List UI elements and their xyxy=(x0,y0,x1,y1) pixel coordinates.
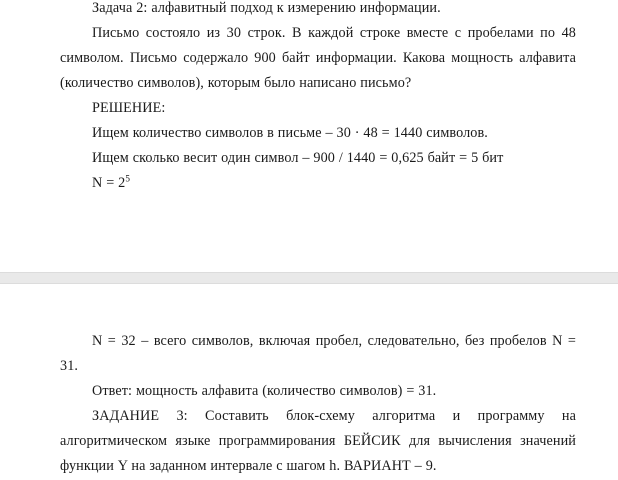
paragraph-solution-step-2: Ищем сколько весит один символ – 900 / 1440 = 0,625 байт = 5 бит xyxy=(92,150,504,166)
document-page-2 xyxy=(0,284,618,480)
paragraph-solution-conclusion: N = 32 – всего символов, включая пробел, следовательно, без пробелов N = 31. xyxy=(60,333,576,374)
page-1-text-column xyxy=(60,0,576,196)
paragraph-task-2-statement: Письмо состояло из 30 строк. В каждой строке вместе с пробелами по 48 символом. Письмо содержало 900 байт информации. Какова мощность алфавита (количество символов), которым было написано письмо? xyxy=(60,25,576,91)
paragraph-formula-n xyxy=(60,171,576,196)
page-separator-gap xyxy=(0,272,618,284)
paragraph-answer-line: Ответ: мощность алфавита (количество символов) = 31. xyxy=(92,383,437,399)
page-2-text-column xyxy=(60,329,576,479)
paragraph-solution-step-1: Ищем количество символов в письме – 30 · 48 = 1440 символов. xyxy=(92,125,488,141)
formula-exponent: 5 xyxy=(125,173,131,184)
paragraph-task-3-statement: ЗАДАНИЕ 3: Составить блок-схему алгоритма и программу на алгоритмическом языке программирования БЕЙСИК для вычисления значений функции Y на заданном интервале с шагом h. ВАРИАНТ – 9. xyxy=(60,408,576,474)
paragraph-solution-label: РЕШЕНИЕ: xyxy=(92,100,166,116)
formula-base: N = 2 xyxy=(92,175,126,191)
paragraph-task-2-heading: Задача 2: алфавитный подход к измерению информации. xyxy=(92,0,441,16)
